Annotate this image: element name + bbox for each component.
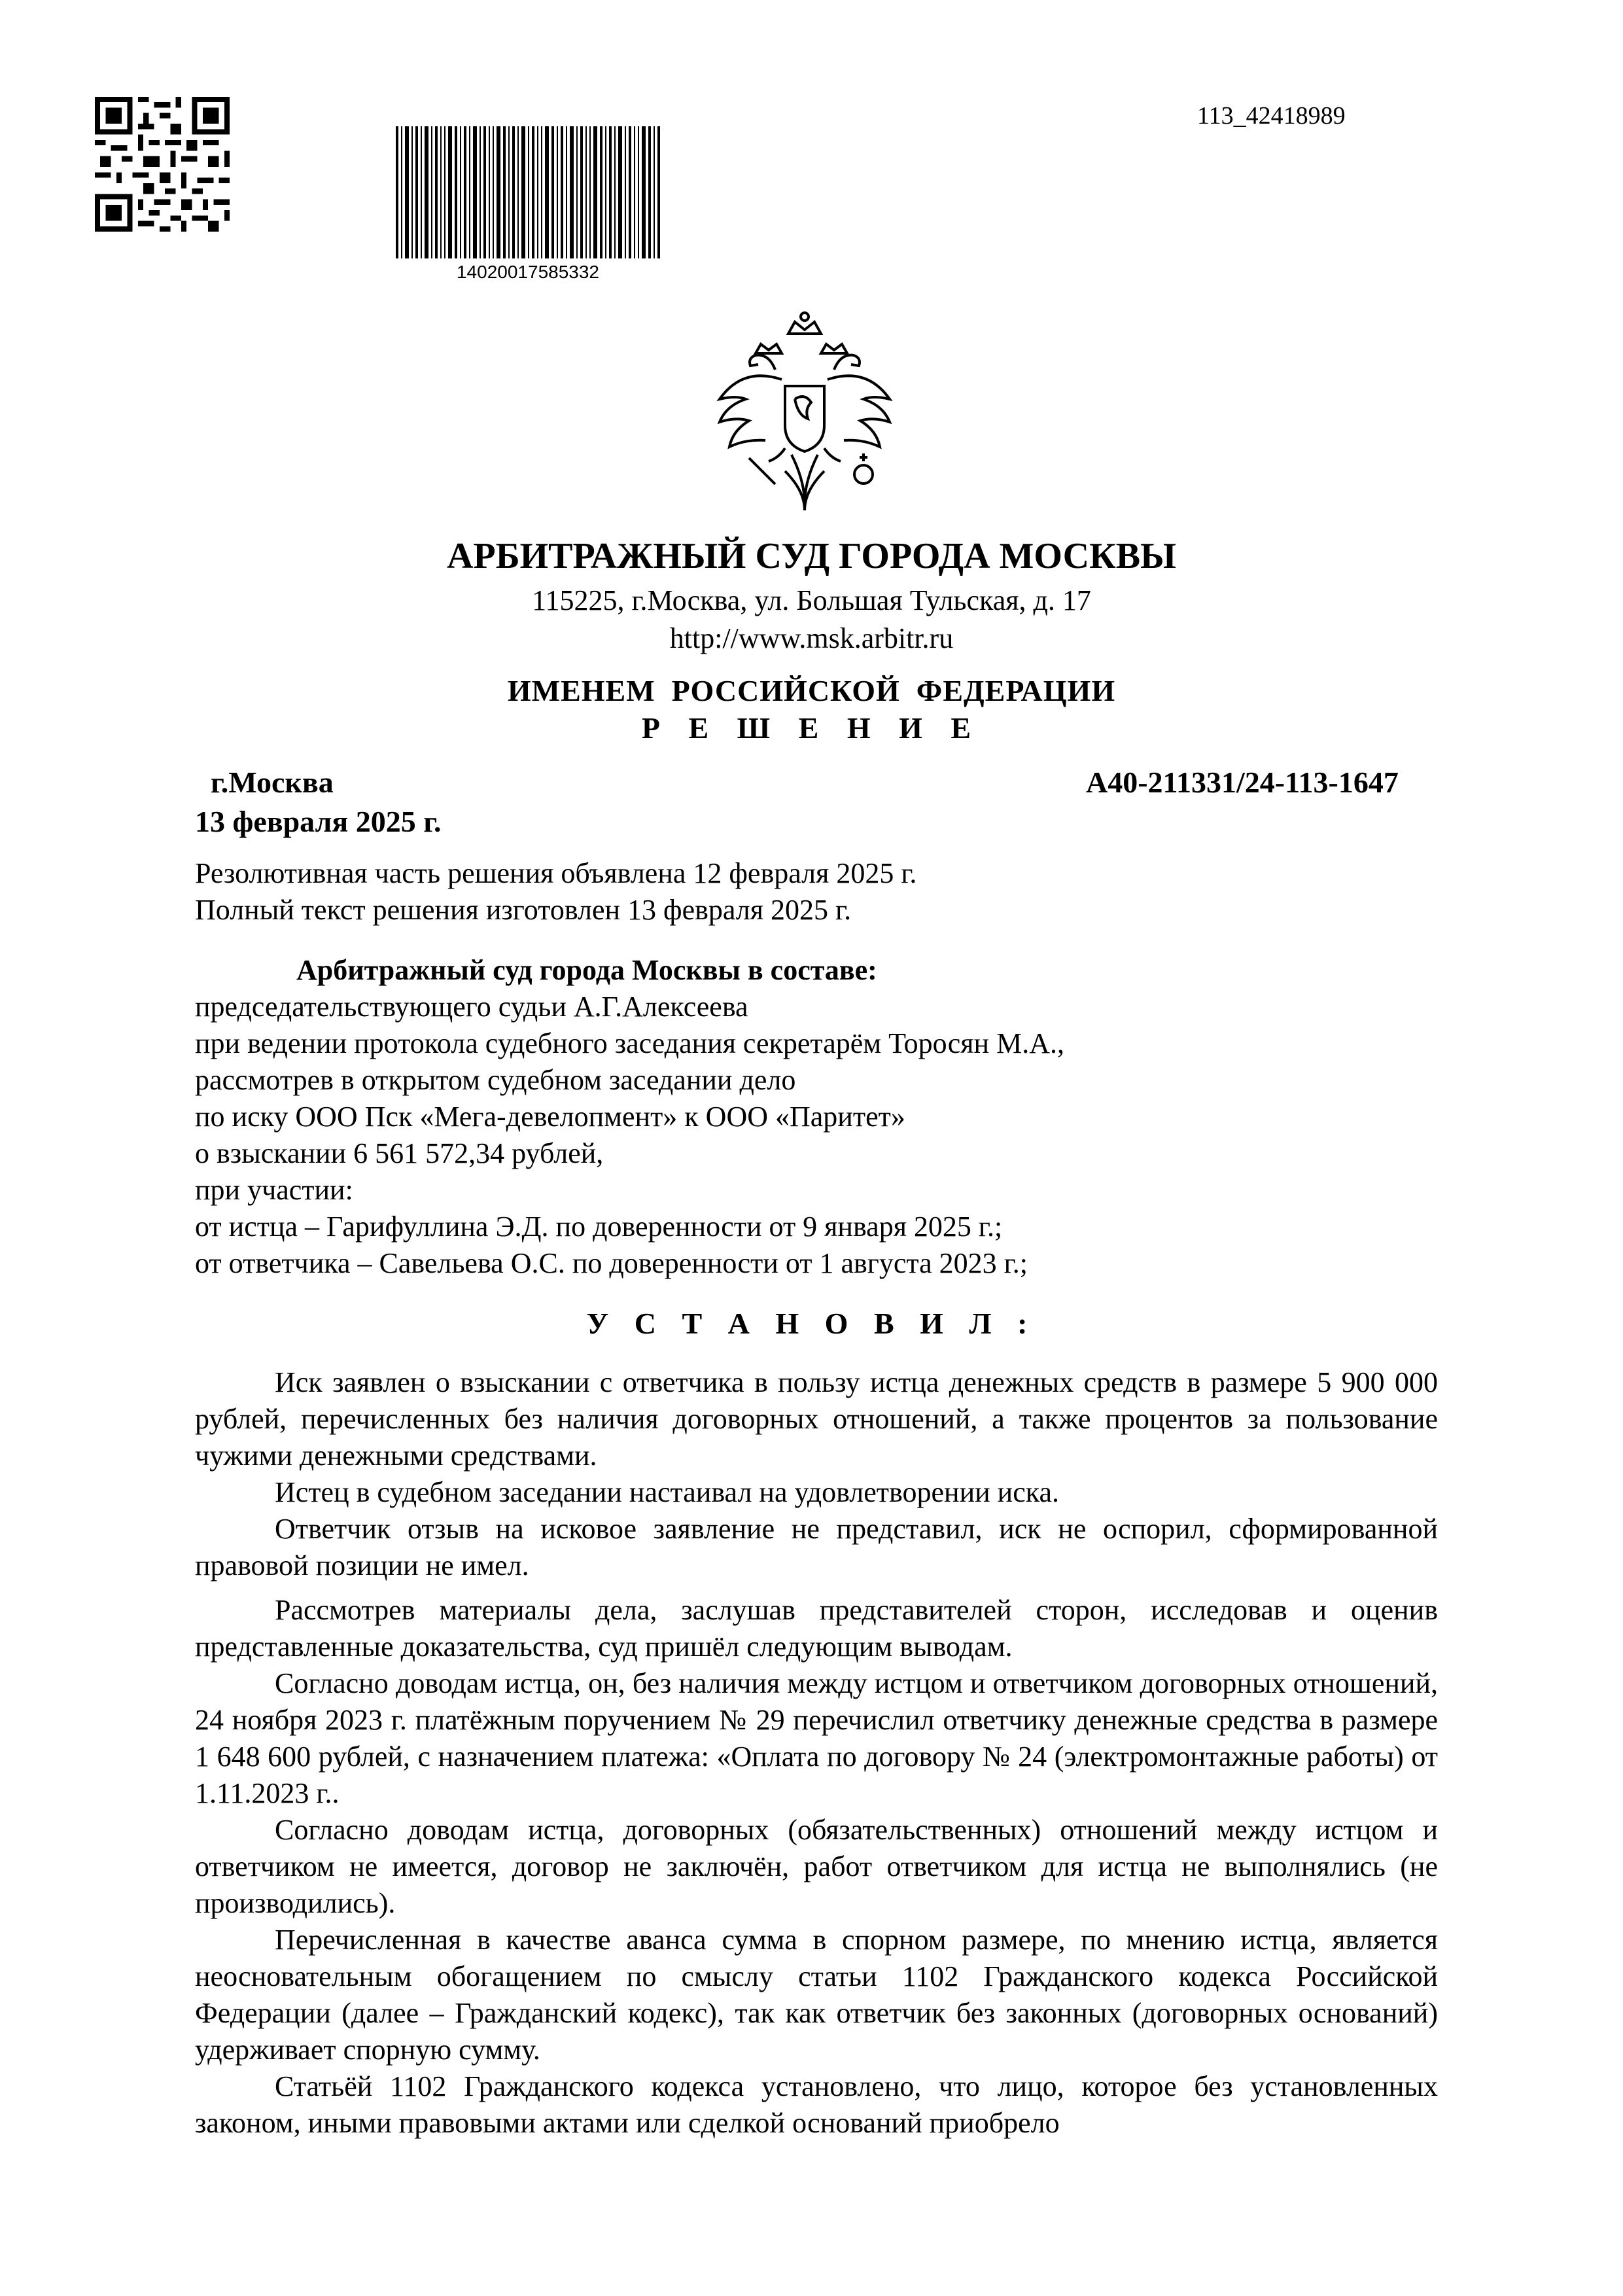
court-composition	[195, 952, 1438, 1282]
intro-block	[195, 855, 1438, 928]
decision-body	[195, 1364, 1438, 2142]
paragraph: Истец в судебном заседании настаивал на удовлетворении иска.	[275, 1476, 1059, 1508]
paragraph: Перечисленная в качестве аванса сумма в спорном размере, по мнению истца, является неосновательным обогащением по смыслу статьи 1102 Гражданского кодекса Российской Федерации (далее – Гражданский кодекс), так как ответчик без законных (договорных оснований) удерживает спорную сумму.	[195, 1924, 1438, 2066]
composition-line: председательствующего судьи А.Г.Алексеева	[195, 991, 748, 1023]
operative-part-announced: Резолютивная часть решения объявлена 12 февраля 2025 г.	[195, 857, 917, 889]
full-text-prepared: Полный текст решения изготовлен 13 февраля 2025 г.	[195, 894, 852, 926]
case-number: А40-211331/24-113-1647	[1086, 766, 1399, 799]
document-id: 113_42418989	[1197, 102, 1346, 130]
qr-code	[95, 97, 230, 232]
paragraph: Согласно доводам истца, договорных (обязательственных) отношений между истцом и ответчиком не имеется, договор не заключён, работ ответчиком для истца не выполнялись (не производились).	[195, 1814, 1438, 1919]
composition-line: от истца – Гарифуллина Э.Д. по доверенности от 9 января 2025 г.;	[195, 1210, 1003, 1243]
composition-line: по иску ООО Пск «Мега-девелопмент» к ООО «Паритет»	[195, 1101, 905, 1133]
composition-line: при участии:	[195, 1174, 353, 1206]
barcode-number: 14020017585332	[456, 262, 599, 282]
composition-line: от ответчика – Савельева О.С. по доверенности от 1 августа 2023 г.;	[195, 1247, 1028, 1279]
court-address: 115225, г.Москва, ул. Большая Тульская, д. 17	[532, 584, 1091, 616]
paragraph: Согласно доводам истца, он, без наличия между истцом и ответчиком договорных отношений, 24 ноября 2023 г. платёжным поручением № 29 перечислил ответчику денежные средства в размере 1 648 600 рублей, с назначением платежа: «Оплата по договору № 24 (электромонтажные работы) от 1.11.2023 г..	[195, 1667, 1438, 1809]
in-the-name-heading: ИМЕНЕМ РОССИЙСКОЙ ФЕДЕРАЦИИ	[507, 674, 1116, 707]
coat-of-arms-emblem	[710, 308, 899, 523]
composition-line: при ведении протокола судебного заседания секретарём Торосян М.А.,	[195, 1027, 1064, 1059]
paragraph: Статьёй 1102 Гражданского кодекса установлено, что лицо, которое без установленных законом, иными правовыми актами или сделкой оснований приобрело	[195, 2070, 1438, 2139]
decision-date: 13 февраля 2025 г.	[195, 805, 442, 838]
decision-city: г.Москва	[211, 766, 334, 799]
decision-title: Р Е Ш Е Н И Е	[641, 711, 982, 745]
court-name: АРБИТРАЖНЫЙ СУД ГОРОДА МОСКВЫ	[446, 536, 1177, 576]
composition-heading: Арбитражный суд города Москвы в составе:	[296, 954, 877, 986]
paragraph: Ответчик отзыв на исковое заявление не представил, иск не оспорил, сформированной правовой позиции не имел.	[195, 1513, 1438, 1581]
court-website-link[interactable]: http://www.msk.arbitr.ru	[669, 622, 954, 654]
barcode	[396, 126, 660, 258]
established-heading: У С Т А Н О В И Л :	[586, 1307, 1037, 1340]
paragraph: Рассмотрев материалы дела, заслушав представителей сторон, исследовав и оценив представленные доказательства, суд пришёл следующим выводам.	[195, 1594, 1438, 1663]
paragraph: Иск заявлен о взыскании с ответчика в пользу истца денежных средств в размере 5 900 000 рублей, перечисленных без наличия договорных отношений, а также процентов за пользование чужими денежными средствами.	[195, 1366, 1438, 1472]
composition-line: рассмотрев в открытом судебном заседании дело	[195, 1064, 796, 1096]
composition-line: о взыскании 6 561 572,34 рублей,	[195, 1137, 604, 1169]
